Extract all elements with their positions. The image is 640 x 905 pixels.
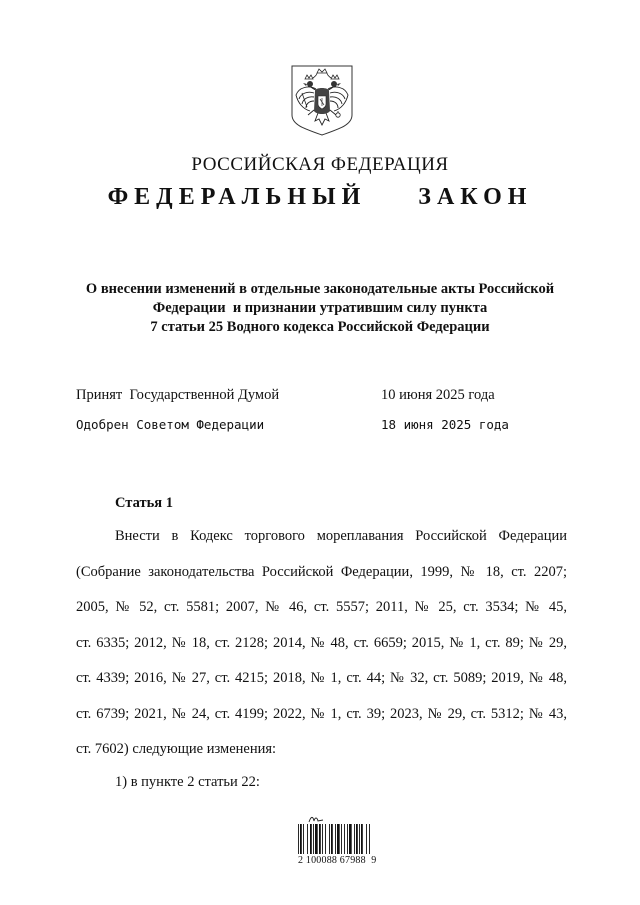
- barcode-bar: [347, 824, 348, 854]
- barcode-bar: [310, 824, 312, 854]
- paragraph-line: Внести в Кодекс торгового мореплавания Российской Федерации: [115, 528, 567, 544]
- document-type: ФЕДЕРАЛЬНЫЙ ЗАКОН: [107, 184, 533, 210]
- paragraph-line: 2005, № 52, ст. 5581; 2007, № 46, ст. 5557; 2011, № 25, ст. 3534; № 45,: [76, 599, 567, 615]
- barcode-bar: [331, 824, 333, 854]
- council-approval-label: Одобрен Советом Федерации: [76, 417, 265, 432]
- paragraph-line: ст. 4339; 2016, № 27, ст. 4215; 2018, № 1, ст. 44; № 32, ст. 5089; 2019, № 48,: [76, 670, 567, 686]
- duma-adoption-label: Принят Государственной Думой: [76, 387, 280, 403]
- law-title-line: О внесении изменений в отдельные законодательные акты Российской: [85, 281, 555, 297]
- barcode-digits: 2 100088 67988 9: [298, 855, 377, 866]
- barcode-bar: [329, 824, 330, 854]
- barcode-icon: [296, 824, 392, 854]
- paragraph-line: ст. 6335; 2012, № 18, ст. 2128; 2014, № 48, ст. 6659; 2015, № 1, ст. 89; № 29,: [76, 634, 567, 651]
- barcode-bar: [325, 824, 326, 854]
- barcode-bar: [335, 824, 336, 854]
- barcode-bar: [356, 824, 358, 854]
- council-approval-date: 18 июня 2025 года: [381, 417, 509, 432]
- barcode-bar: [361, 824, 363, 854]
- barcode-bar: [369, 824, 370, 854]
- duma-adoption-date: 10 июня 2025 года: [381, 387, 495, 403]
- barcode-bar: [300, 824, 302, 854]
- country-name: РОССИЙСКАЯ ФЕДЕРАЦИЯ: [191, 154, 449, 175]
- barcode-bar: [322, 824, 323, 854]
- article-heading: Статья 1: [115, 495, 173, 511]
- handwritten-mark-icon: [308, 814, 324, 824]
- barcode-bar: [354, 824, 355, 854]
- barcode-bar: [341, 824, 342, 854]
- barcode-bar: [307, 824, 308, 854]
- barcode-bar: [313, 824, 314, 854]
- barcode-bar: [298, 824, 299, 854]
- barcode-bar: [366, 824, 367, 854]
- barcode-bar: [337, 824, 340, 854]
- barcode-bar: [349, 824, 352, 854]
- barcode-bar: [319, 824, 321, 854]
- paragraph-line: ст. 7602) следующие изменения:: [76, 741, 277, 757]
- law-title-line: Федерации и признании утратившим силу пункта: [152, 300, 488, 316]
- law-title: [60, 280, 580, 337]
- amendment-item-1: 1) в пункте 2 статьи 22:: [115, 774, 260, 790]
- barcode: [296, 814, 392, 870]
- paragraph-line: ст. 6739; 2021, № 24, ст. 4199; 2022, № 1, ст. 39; 2023, № 29, ст. 5312; № 43,: [76, 705, 567, 722]
- barcode-bar: [344, 824, 345, 854]
- law-title-line: 7 статьи 25 Водного кодекса Российской Федерации: [150, 319, 490, 335]
- barcode-bar: [315, 824, 318, 854]
- article-paragraph: [76, 519, 567, 768]
- paragraph-line: (Собрание законодательства Российской Федерации, 1999, № 18, ст. 2207;: [76, 563, 567, 580]
- coat-of-arms-icon: [289, 63, 355, 137]
- barcode-bar: [359, 824, 360, 854]
- barcode-bar: [303, 824, 304, 854]
